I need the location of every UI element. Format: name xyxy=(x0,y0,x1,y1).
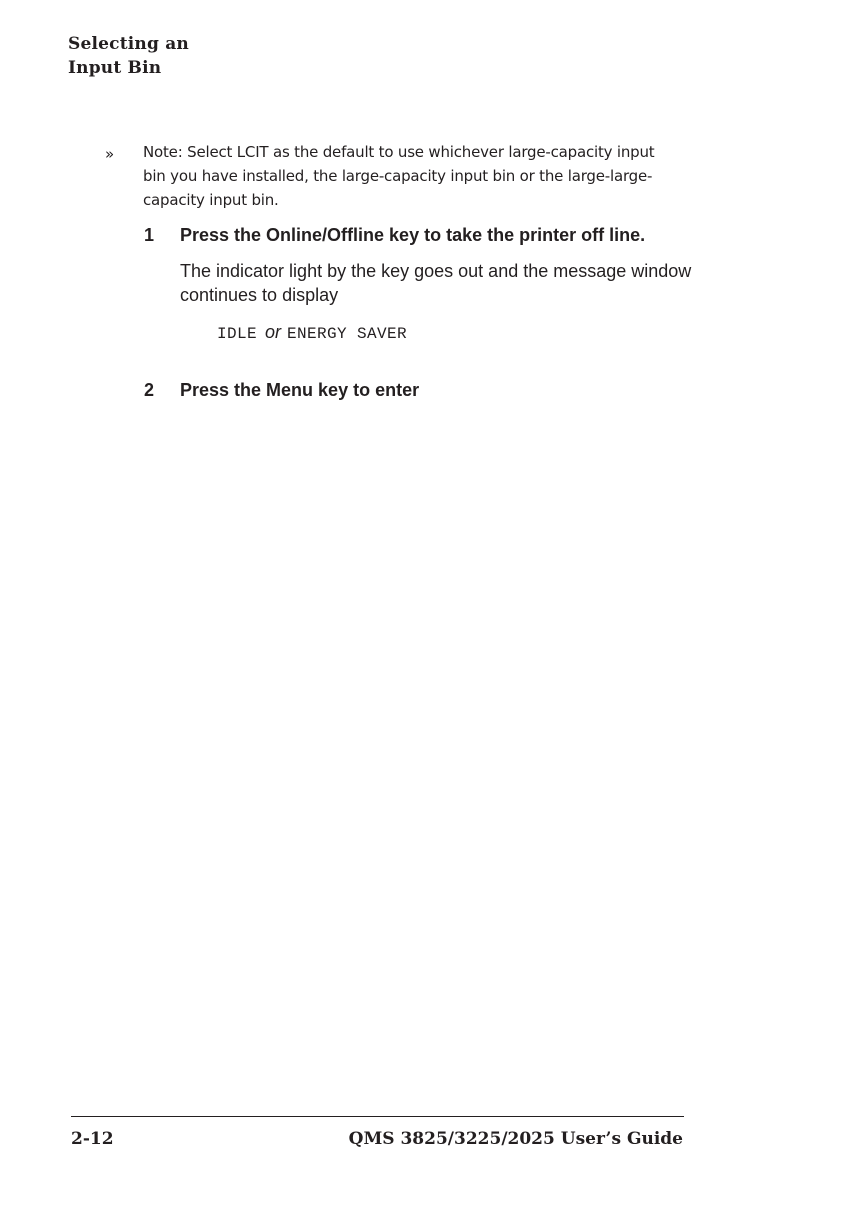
section-heading-line-2: Input Bin xyxy=(68,58,162,78)
display-message-energy-saver: ENERGY SAVER xyxy=(287,325,408,343)
section-heading xyxy=(68,32,189,80)
step-1-number: 1 xyxy=(144,225,155,245)
note-line: Note: Select LCIT as the default to use whichever large-capacity input xyxy=(143,143,655,161)
step-1-description-line: The indicator light by the key goes out and the message window xyxy=(180,261,692,281)
step-1-instruction: Press the Online/Offline key to take the printer off line. xyxy=(180,225,646,245)
display-message-idle: IDLE xyxy=(217,325,258,343)
note-line: bin you have installed, the large-capacity input bin or the large-large- xyxy=(143,167,653,185)
footer-page-number: 2-12 xyxy=(71,1129,114,1149)
display-message-or: or xyxy=(265,322,282,342)
footer-divider xyxy=(71,1116,684,1117)
footer-guide-title: QMS 3825/3225/2025 User’s Guide xyxy=(348,1129,683,1149)
display-message xyxy=(217,320,407,346)
note-paragraph xyxy=(143,140,758,212)
section-heading-line-1: Selecting an xyxy=(68,34,189,54)
step-2-instruction: Press the Menu key to enter xyxy=(180,380,420,400)
step-1-description xyxy=(180,259,770,307)
note-marker-icon: » xyxy=(105,145,115,163)
step-2-number: 2 xyxy=(144,380,155,400)
step-1-description-line: continues to display xyxy=(180,285,339,305)
note-line: capacity input bin. xyxy=(143,191,279,209)
